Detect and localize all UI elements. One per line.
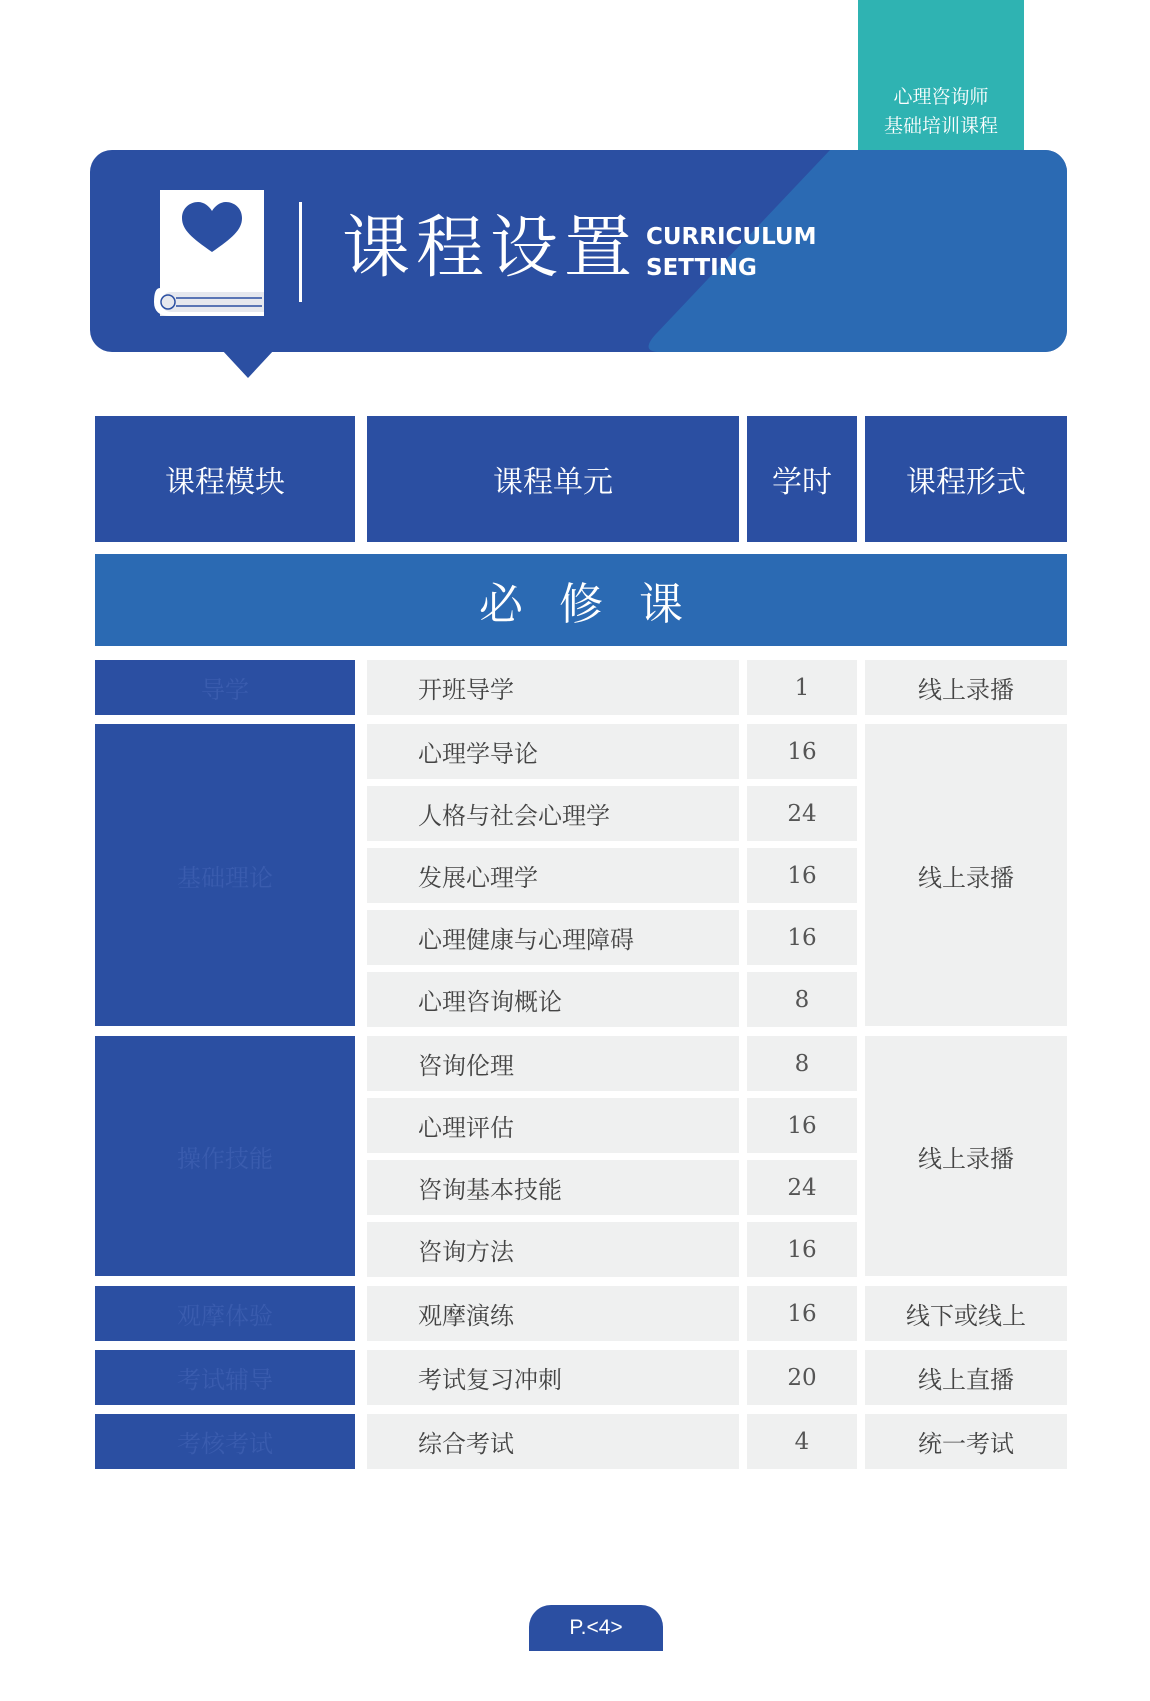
hours-cell: 16: [747, 1098, 857, 1153]
hours-cell: 16: [747, 910, 857, 965]
unit-cell: 咨询伦理: [367, 1036, 739, 1091]
hours-cell: 1: [747, 660, 857, 715]
unit-cell: 发展心理学: [367, 848, 739, 903]
unit-cell: 咨询方法: [367, 1222, 739, 1277]
unit-cell: 咨询基本技能: [367, 1160, 739, 1215]
course-tag-line2: 基础培训课程: [883, 115, 998, 137]
page-number: P.<4>: [529, 1605, 663, 1651]
title-banner: [90, 150, 1067, 352]
hours-cell: 4: [747, 1414, 857, 1469]
banner-divider: [299, 202, 302, 302]
unit-cell: 心理评估: [367, 1098, 739, 1153]
header-unit: 课程单元: [367, 416, 739, 542]
section-required: 必修课: [95, 554, 1067, 646]
hours-cell: 24: [747, 1160, 857, 1215]
hours-cell: 24: [747, 786, 857, 841]
unit-cell: 开班导学: [367, 660, 739, 715]
hours-cell: 8: [747, 972, 857, 1027]
form-cell: 线下或线上: [865, 1286, 1067, 1341]
page-subtitle: [646, 222, 817, 284]
module-cell: 考试辅导: [95, 1350, 355, 1405]
course-tag: [858, 0, 1024, 175]
hours-cell: 16: [747, 848, 857, 903]
book-heart-icon: [152, 188, 264, 318]
form-cell: 线上录播: [865, 1036, 1067, 1276]
curriculum-table: [95, 416, 1067, 1466]
page-subtitle-line2: SETTING: [646, 255, 757, 281]
hours-cell: 20: [747, 1350, 857, 1405]
header-module: 课程模块: [95, 416, 355, 542]
page-subtitle-line1: CURRICULUM: [646, 224, 817, 250]
unit-cell: 综合考试: [367, 1414, 739, 1469]
header-hours: 学时: [747, 416, 857, 542]
unit-cell: 观摩演练: [367, 1286, 739, 1341]
module-cell: 观摩体验: [95, 1286, 355, 1341]
banner-pointer: [222, 350, 274, 378]
module-cell: 基础理论: [95, 724, 355, 1026]
unit-cell: 心理咨询概论: [367, 972, 739, 1027]
module-cell: 导学: [95, 660, 355, 715]
unit-cell: 考试复习冲刺: [367, 1350, 739, 1405]
hours-cell: 16: [747, 724, 857, 779]
hours-cell: 16: [747, 1222, 857, 1277]
hours-cell: 8: [747, 1036, 857, 1091]
form-cell: 线上录播: [865, 724, 1067, 1026]
module-cell: 考核考试: [95, 1414, 355, 1469]
course-tag-line1: 心理咨询师: [893, 86, 989, 108]
hours-cell: 16: [747, 1286, 857, 1341]
unit-cell: 心理健康与心理障碍: [367, 910, 739, 965]
module-cell: 操作技能: [95, 1036, 355, 1276]
unit-cell: 人格与社会心理学: [367, 786, 739, 841]
form-cell: 线上直播: [865, 1350, 1067, 1405]
header-form: 课程形式: [865, 416, 1067, 542]
form-cell: 线上录播: [865, 660, 1067, 715]
form-cell: 统一考试: [865, 1414, 1067, 1469]
unit-cell: 心理学导论: [367, 724, 739, 779]
page-title: 课程设置: [342, 209, 639, 288]
